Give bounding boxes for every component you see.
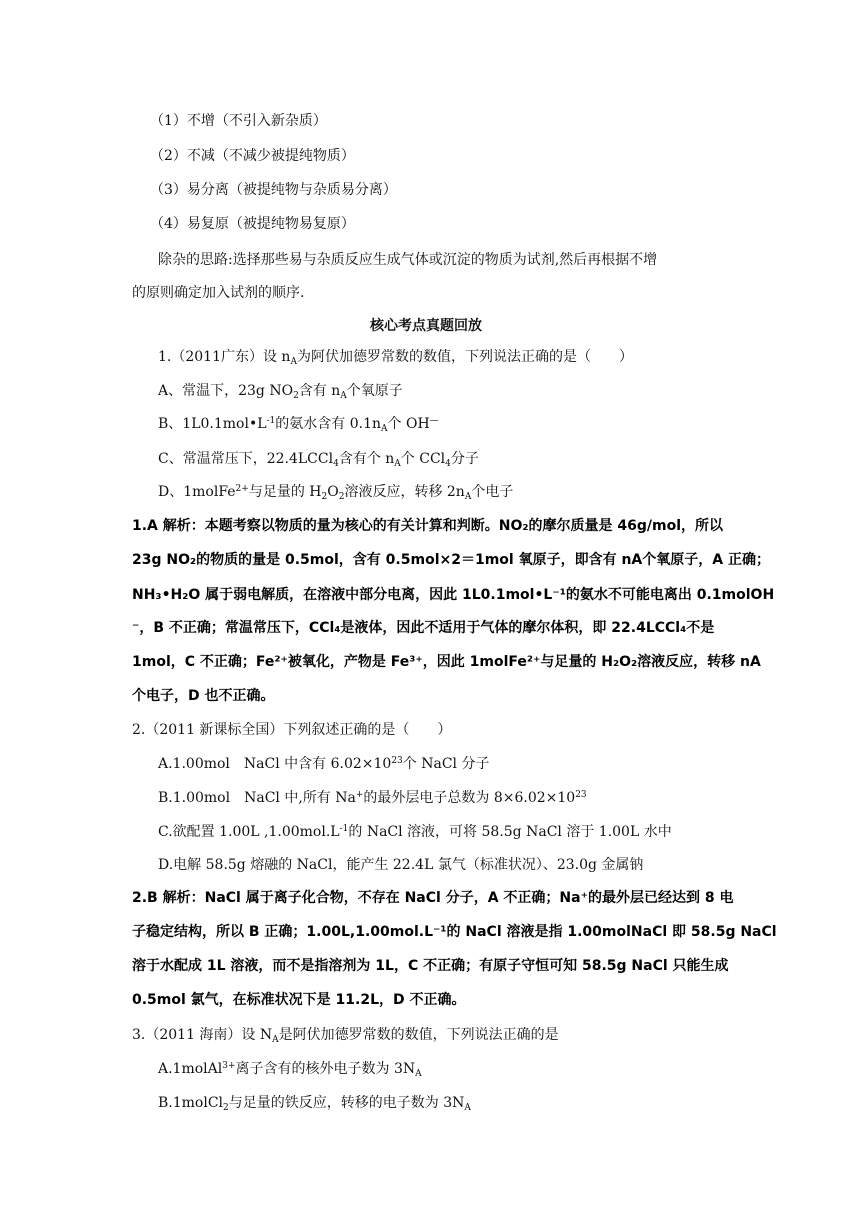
q1-option-c: C、常温常压下，22.4LCCl$_4$含有个 $n_A$个 CCl$_4$分子 [158, 451, 479, 469]
idea-line-1: 除杂的思路:选择那些易与杂质反应生成气体或沉淀的物质为试剂,然后再根据不增 [158, 252, 658, 268]
answer-1-line-1: 1.A 解析：本题考察以物质的量为核心的有关计算和判断。NO₂的摩尔质量是 46g/mol，所以 [132, 518, 724, 534]
principle-2: （2）不减（不减少被提纯物质） [150, 148, 355, 164]
answer-2-line-2: 子稳定结构，所以 B 正确；1.00L,1.00mol.L⁻¹的 NaCl 溶液是指 1.00molNaCl 即 58.5g NaCl [132, 924, 777, 940]
q3-option-b: B.1molCl$_2$与足量的铁反应，转移的电子数为 $3N_A$ [158, 1095, 471, 1113]
answer-1-line-6: 个电子，D 也不正确。 [132, 688, 275, 704]
q2-option-a: A.1.00mol NaCl 中含有 $6.02\times 10^{23}$个 NaCl 分子 [158, 756, 490, 772]
q1-option-a: A、常温下，23g $NO_2$含有 $n_A$个氧原子 [158, 383, 403, 401]
principle-1: （1）不增（不引入新杂质） [150, 113, 327, 129]
q3-stem: 3.（2011 海南）设 $N_A$是阿伏加德罗常数的数值，下列说法正确的是 [132, 1027, 559, 1045]
answer-1-line-5: 1mol，C 不正确；Fe²⁺被氧化，产物是 Fe³⁺，因此 1molFe²⁺与足量的 H₂O₂溶液反应，转移 nA [132, 654, 761, 670]
q1-option-d: D、1molFe$^{2+}$与足量的 $H_2O_2$溶液反应，转移 $2n_A$个电子 [158, 484, 514, 502]
answer-1-line-2: 23g NO₂的物质的量是 0.5mol，含有 0.5mol×2＝1mol 氧原子，即含有 nA个氧原子，A 正确； [132, 552, 770, 568]
answer-2-line-3: 溶于水配成 1L 溶液，而不是指溶剂为 1L，C 不正确；有原子守恒可知 58.5g NaCl 只能生成 [132, 958, 729, 974]
section-title: 核心考点真题回放 [370, 318, 482, 334]
q3-option-a: A.1molAl$^{3+}$离子含有的核外电子数为 $3N_A$ [158, 1061, 422, 1079]
q2-stem: 2.（2011 新课标全国）下列叙述正确的是（ ） [132, 722, 452, 738]
q1-option-b: B、$1L0.1mol•L^{-1}$的氨水含有 $0.1n_A$个 OH— [158, 416, 439, 434]
idea-line-2: 的原则确定加入试剂的顺序. [132, 285, 305, 301]
principle-4: （4）易复原（被提纯物易复原） [150, 216, 355, 232]
q2-option-b: B.1.00mol NaCl 中,所有 Na+的最外层电子总数为 $8\times 6.02\times 10^{23}$ [158, 790, 587, 806]
answer-2-line-1: 2.B 解析：NaCl 属于离子化合物，不存在 NaCl 分子，A 不正确；Na⁺的最外层已经达到 8 电 [132, 890, 734, 906]
q1-stem: 1.（2011广东）设 $n_A$为阿伏加德罗常数的数值，下列说法正确的是（ ） [158, 349, 633, 367]
answer-2-line-4: 0.5mol 氯气，在标准状况下是 11.2L，D 不正确。 [132, 992, 466, 1008]
answer-1-line-3: NH₃•H₂O 属于弱电解质，在溶液中部分电离，因此 1L0.1mol•L⁻¹的氨水不可能电离出 0.1molOH [132, 587, 775, 603]
q2-option-c: C.欲配置 1.00L $,1.00mol.L^{-1}$的 NaCl 溶液，可将 58.5g NaCl 溶于 1.00L 水中 [158, 824, 672, 840]
answer-1-line-4: ⁻，B 不正确；常温常压下，CCl₄是液体，因此不适用于气体的摩尔体积，即 22.4LCCl₄不是 [132, 620, 715, 636]
q2-option-d: D.电解 58.5g 熔融的 NaCl，能产生 22.4L 氯气（标准状况）、23.0g 金属钠 [158, 857, 644, 873]
principle-3: （3）易分离（被提纯物与杂质易分离） [150, 182, 397, 198]
